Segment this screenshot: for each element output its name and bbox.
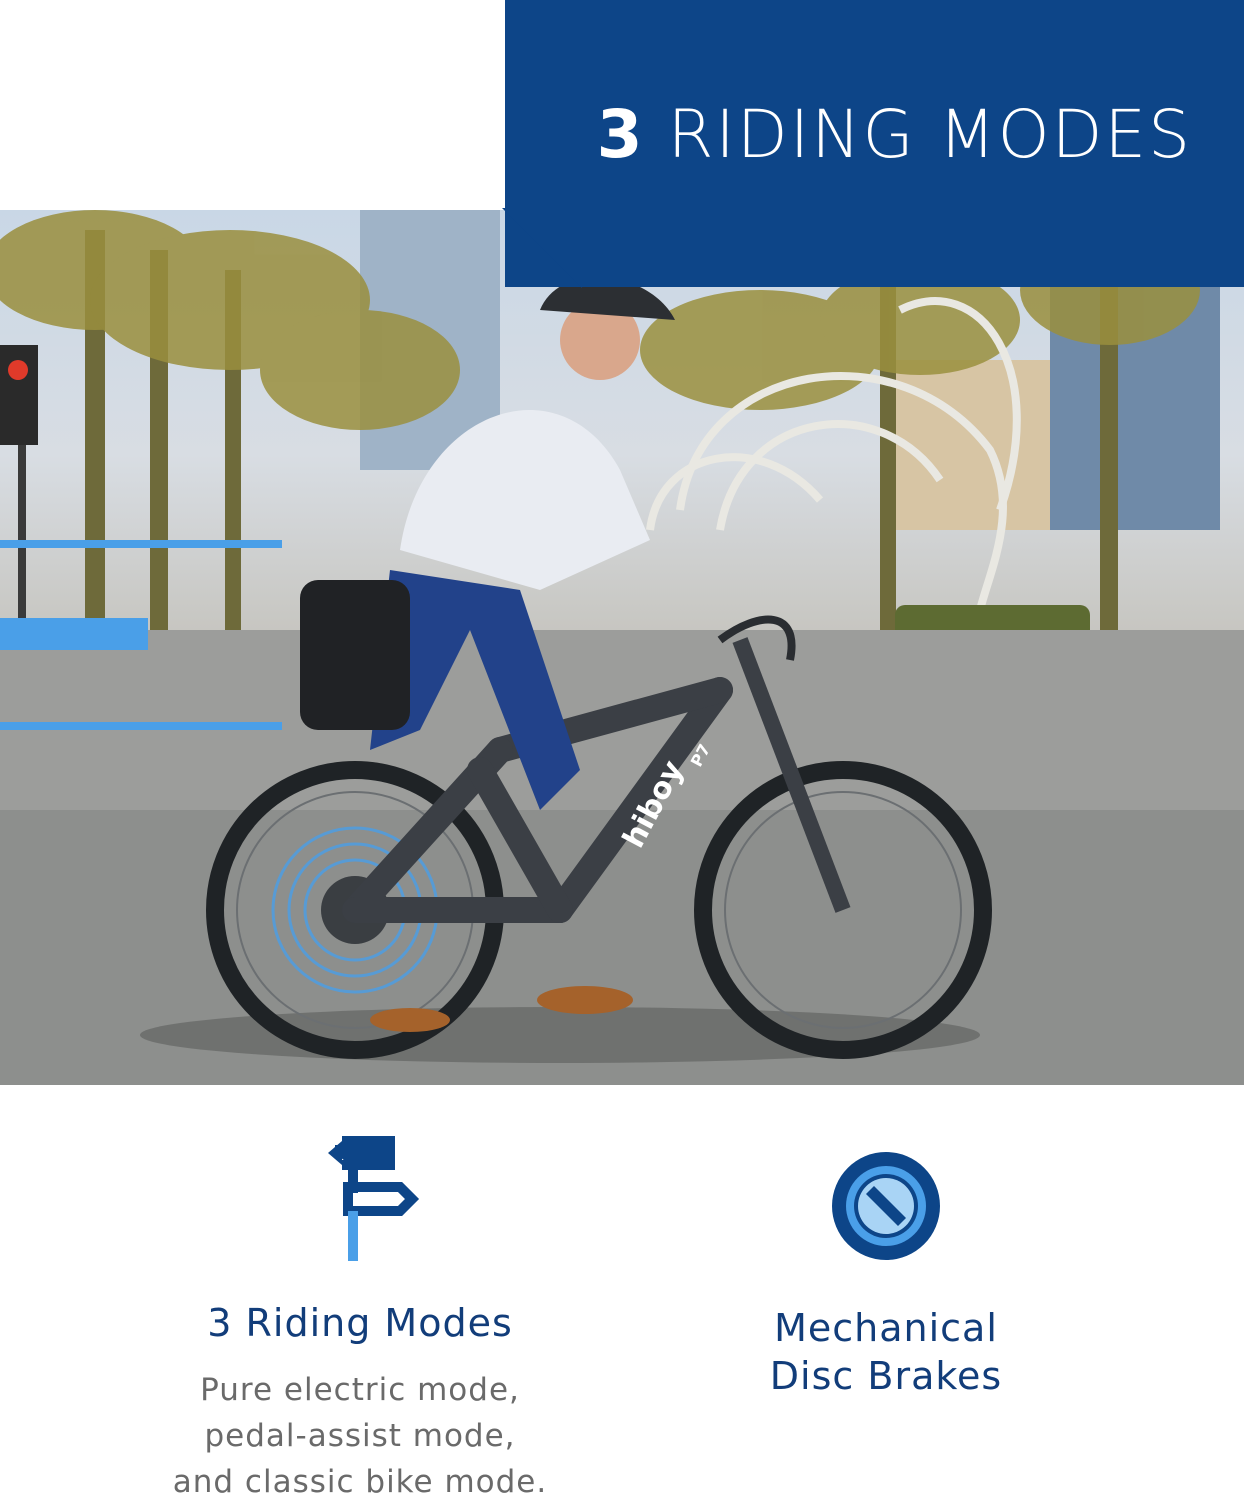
feature-disc-brakes-title	[646, 1304, 1126, 1400]
accent-bar-middle	[0, 618, 148, 650]
accent-bar-top	[0, 540, 282, 548]
title-text: RIDING MODES	[667, 96, 1192, 173]
title-number: 3	[596, 96, 645, 173]
bike-model-label: P7	[686, 740, 715, 770]
feature-disc-brakes	[646, 1150, 1126, 1400]
header-notch	[502, 208, 582, 290]
title-line-1: Mechanical	[774, 1306, 998, 1350]
accent-bar-bottom	[0, 722, 282, 730]
feature-riding-modes-desc	[120, 1367, 600, 1505]
hero-photo	[0, 210, 1244, 1085]
rider-on-ebike-illustration	[0, 210, 1244, 1085]
bike-brand-label: hiboy	[616, 754, 691, 854]
feature-riding-modes	[120, 1135, 600, 1505]
feature-riding-modes-title: 3 Riding Modes	[207, 1301, 513, 1345]
page-title	[597, 96, 1192, 173]
signpost-icon	[290, 1135, 430, 1265]
disc-brake-icon	[830, 1150, 942, 1262]
desc-line-3: and classic bike mode.	[172, 1464, 548, 1500]
title-line-2: Disc Brakes	[769, 1354, 1003, 1398]
header-banner	[505, 0, 1244, 287]
desc-line-2: pedal-assist mode,	[204, 1418, 516, 1454]
desc-line-1: Pure electric mode,	[200, 1372, 520, 1408]
